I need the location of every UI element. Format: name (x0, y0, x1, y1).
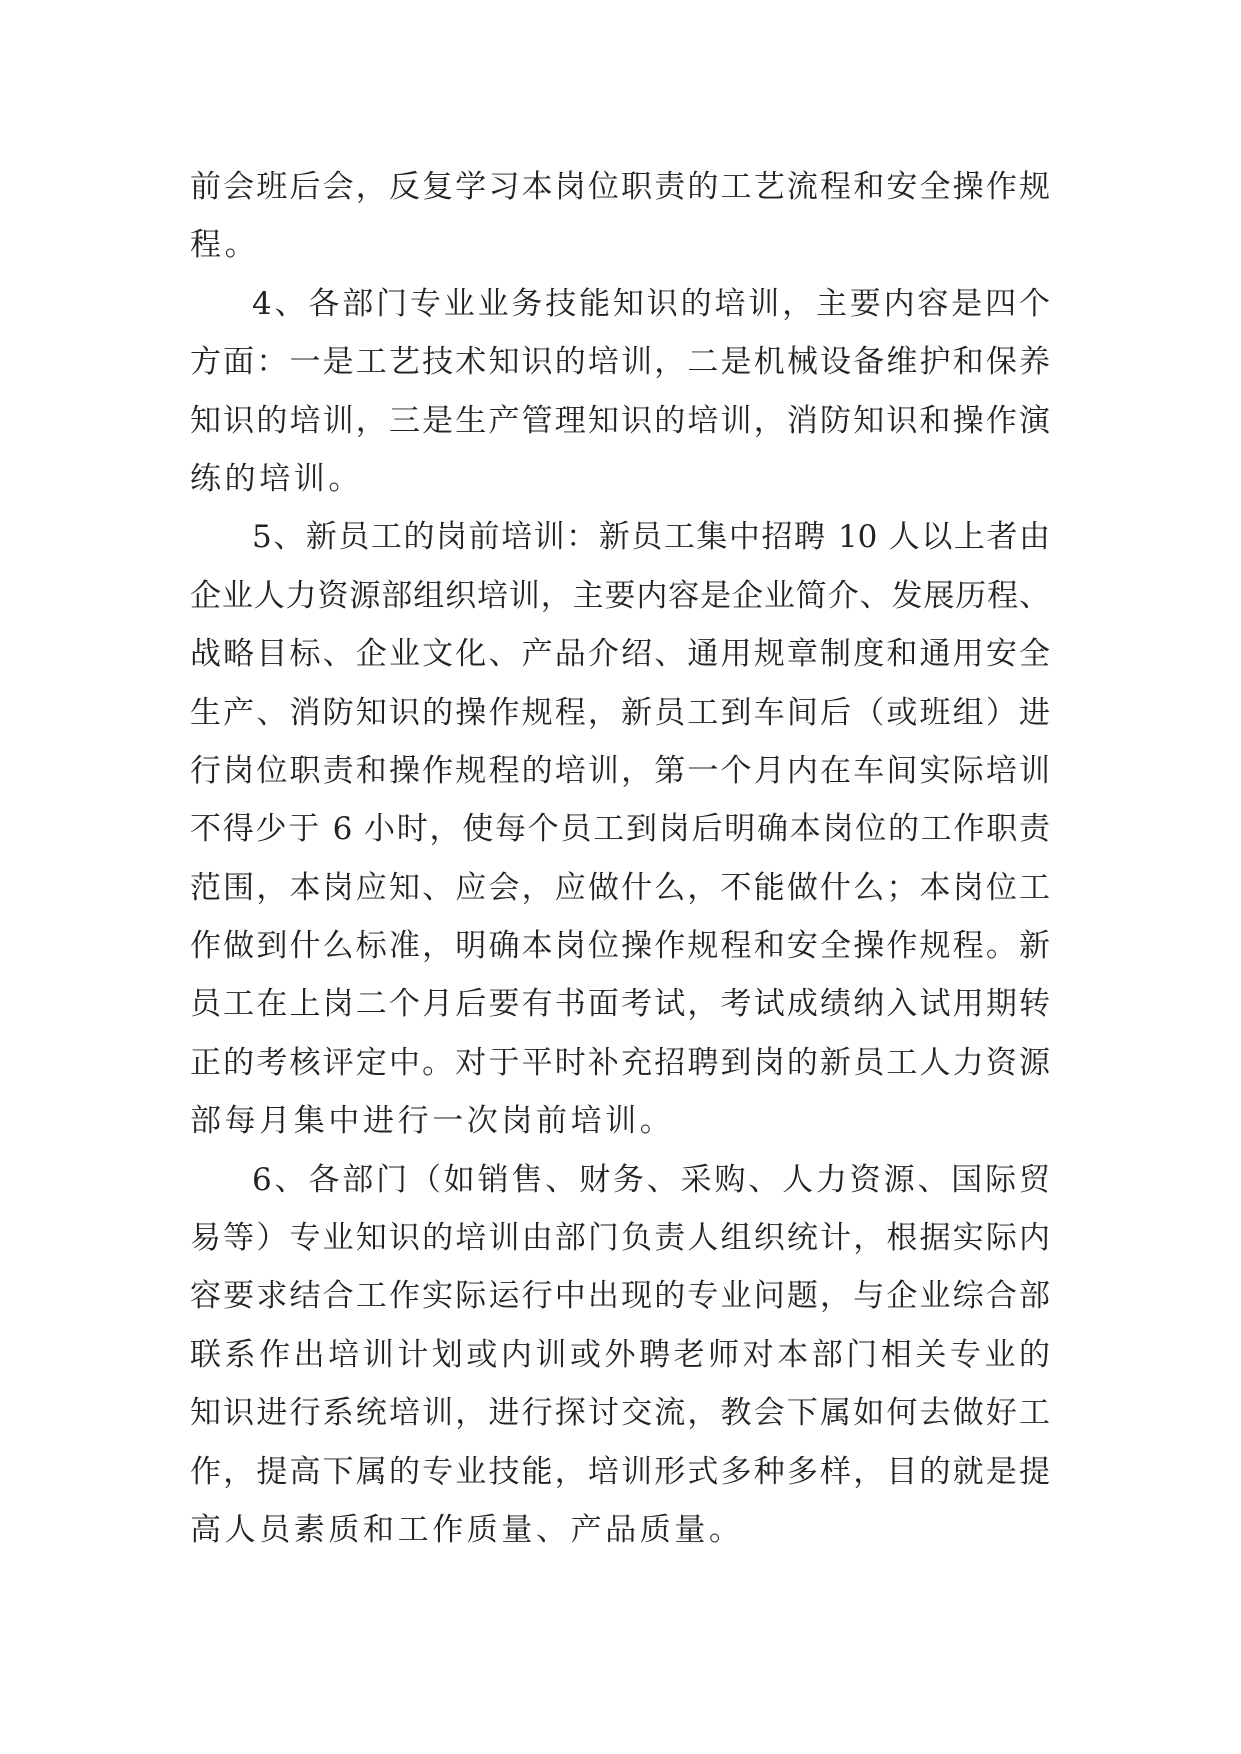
text-line: 程。 (190, 227, 260, 264)
text-line: 范围，本岗应知、应会，应做什么，不能做什么；本岗位工 (190, 869, 1050, 906)
body-text (190, 158, 1050, 1559)
text-line: 员工在上岗二个月后要有书面考试，考试成绩纳入试用期转 (190, 986, 1050, 1023)
text-line: 部每月集中进行一次岗前培训。 (190, 1103, 675, 1140)
text-line: 行岗位职责和操作规程的培训，第一个月内在车间实际培训 (190, 752, 1050, 789)
text-line: 方面：一是工艺技术知识的培训，二是机械设备维护和保养 (190, 344, 1050, 381)
text-line: 容要求结合工作实际运行中出现的专业问题，与企业综合部 (190, 1278, 1050, 1315)
paragraph-first-line: 4、各部门专业业务技能知识的培训，主要内容是四个 (252, 285, 1050, 322)
text-line: 高人员素质和工作质量、产品质量。 (190, 1511, 744, 1548)
text-line: 作，提高下属的专业技能，培训形式多种多样，目的就是提 (190, 1453, 1050, 1490)
paragraph-first-line: 6、各部门（如销售、财务、采购、人力资源、国际贸 (252, 1161, 1050, 1198)
text-line: 前会班后会，反复学习本岗位职责的工艺流程和安全操作规 (190, 169, 1050, 205)
text-line: 练的培训。 (190, 460, 363, 497)
text-line: 正的考核评定中。对于平时补充招聘到岗的新员工人力资源 (190, 1044, 1050, 1081)
text-line: 作做到什么标准，明确本岗位操作规程和安全操作规程。新 (190, 928, 1050, 965)
text-line: 生产、消防知识的操作规程，新员工到车间后（或班组）进 (190, 694, 1050, 731)
paragraph-first-line: 5、新员工的岗前培训：新员工集中招聘 10 人以上者由 (252, 519, 1050, 556)
text-line: 知识进行系统培训，进行探讨交流，教会下属如何去做好工 (190, 1395, 1050, 1432)
text-line: 战略目标、企业文化、产品介绍、通用规章制度和通用安全 (190, 636, 1050, 673)
text-line: 企业人力资源部组织培训，主要内容是企业简介、发展历程、 (190, 577, 1050, 614)
text-line: 知识的培训，三是生产管理知识的培训，消防知识和操作演 (190, 402, 1050, 439)
text-line: 易等）专业知识的培训由部门负责人组织统计，根据实际内 (190, 1220, 1050, 1257)
text-line: 不得少于 6 小时，使每个员工到岗后明确本岗位的工作职责 (190, 811, 1050, 848)
text-line: 联系作出培训计划或内训或外聘老师对本部门相关专业的 (190, 1336, 1050, 1373)
